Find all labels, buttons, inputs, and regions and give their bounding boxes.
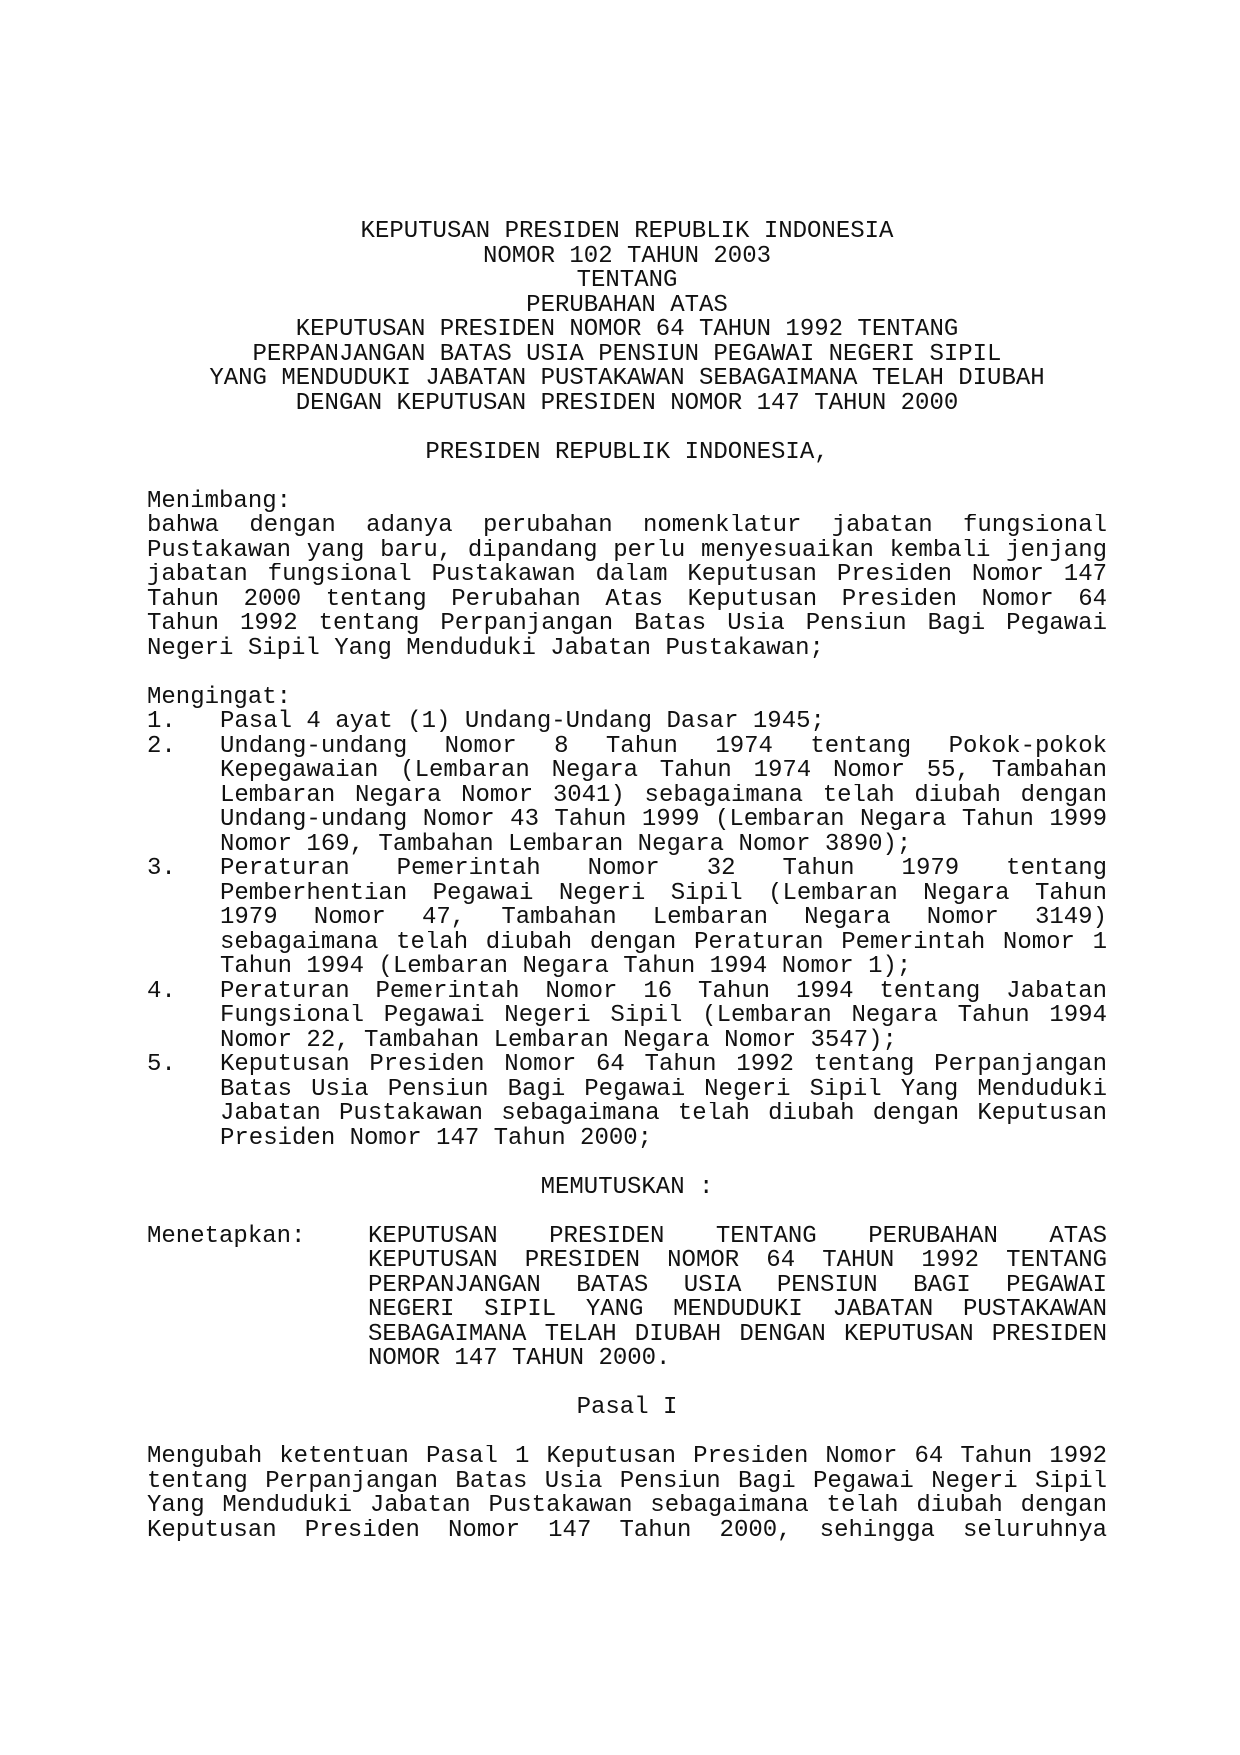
menetapkan-line: NEGERI SIPIL YANG MENDUDUKI JABATAN PUSTAKAWAN — [368, 1298, 1107, 1323]
list-item-text — [220, 1053, 1107, 1151]
list-item-number: 4. — [147, 977, 176, 1005]
list-item-line: Nomor 169, Tambahan Lembaran Negara Nomor 3890); — [220, 830, 912, 858]
list-item — [147, 732, 1107, 858]
list-item — [147, 710, 1107, 735]
issuer-heading: PRESIDEN REPUBLIK INDONESIA, — [425, 438, 829, 466]
title-line: PERUBAHAN ATAS — [526, 291, 728, 319]
list-item-number: 5. — [147, 1051, 176, 1078]
title-line: PERPANJANGAN BATAS USIA PENSIUN PEGAWAI NEGERI SIPIL — [252, 340, 1002, 368]
blank-line — [147, 465, 1107, 490]
blank-line — [147, 1372, 1107, 1397]
blank-line — [147, 1421, 1107, 1446]
list-item — [147, 857, 1107, 980]
list-item-line: 1979 Nomor 47, Tambahan Lembaran Negara Nomor 3149) — [220, 906, 1107, 931]
paragraph-line: Tahun 2000 tentang Perubahan Atas Keputusan Presiden Nomor 64 — [147, 587, 1107, 612]
section-heading: Mengingat: — [147, 683, 292, 711]
menetapkan-line: NOMOR 147 TAHUN 2000. — [368, 1345, 671, 1372]
section-menimbang — [147, 487, 1107, 662]
list-item-line: Fungsional Pegawai Negeri Sipil (Lembaran Negara Tahun 1994 — [220, 1004, 1107, 1029]
list-item-line: Kepegawaian (Lembaran Negara Tahun 1974 Nomor 55, Tambahan — [220, 759, 1107, 784]
list-item-line: Undang-undang Nomor 43 Tahun 1999 (Lembaran Negara Tahun 1999 — [220, 808, 1107, 833]
title-line: KEPUTUSAN PRESIDEN REPUBLIK INDONESIA — [360, 218, 894, 245]
title-line: TENTANG — [576, 267, 678, 294]
paragraph-line: Yang Menduduki Jabatan Pustakawan sebagaimana telah diubah dengan — [147, 1494, 1107, 1519]
menetapkan-line: SEBAGAIMANA TELAH DIUBAH DENGAN KEPUTUSAN PRESIDEN — [368, 1322, 1107, 1347]
section-heading: Menimbang: — [147, 487, 292, 515]
list-item-text — [220, 980, 1107, 1054]
list-item-line: Keputusan Presiden Nomor 64 Tahun 1992 tentang Perpanjangan — [220, 1053, 1107, 1078]
title-line: DENGAN KEPUTUSAN PRESIDEN NOMOR 147 TAHUN 2000 — [295, 389, 959, 417]
blank-line — [147, 1151, 1107, 1176]
title-line: KEPUTUSAN PRESIDEN NOMOR 64 TAHUN 1992 TENTANG — [295, 316, 959, 343]
list-item-line: Pemberhentian Pegawai Negeri Sipil (Lembaran Negara Tahun — [220, 881, 1107, 906]
list-item-line: Lembaran Negara Nomor 3041) sebagaimana telah diubah dengan — [220, 783, 1107, 808]
blank-line — [147, 1200, 1107, 1225]
paragraph-line: jabatan fungsional Pustakawan dalam Keputusan Presiden Nomor 147 — [147, 563, 1107, 588]
menetapkan-line: KEPUTUSAN PRESIDEN NOMOR 64 TAHUN 1992 TENTANG — [368, 1249, 1107, 1274]
list-item-line: Undang-undang Nomor 8 Tahun 1974 tentang Pokok-pokok — [220, 734, 1107, 759]
menetapkan-text — [368, 1225, 1107, 1372]
list-item-text — [220, 710, 1107, 735]
list-item-line: sebagaimana telah diubah dengan Peraturan Pemerintah Nomor 1 — [220, 930, 1107, 955]
list-item — [147, 1053, 1107, 1151]
list-item-line: Tahun 1994 (Lembaran Negara Tahun 1994 Nomor 1); — [220, 953, 912, 980]
memutuskan-heading: MEMUTUSKAN : — [540, 1173, 714, 1201]
menetapkan-line: PERPANJANGAN BATAS USIA PENSIUN BAGI PEGAWAI — [368, 1273, 1107, 1298]
list-item-line: Peraturan Pemerintah Nomor 32 Tahun 1979 tentang — [220, 857, 1107, 882]
title-line: NOMOR 102 TAHUN 2003 — [482, 242, 772, 270]
paragraph-line: Negeri Sipil Yang Menduduki Jabatan Pustakawan; — [147, 634, 824, 662]
list-item-number: 2. — [147, 732, 176, 760]
menetapkan-line: KEPUTUSAN PRESIDEN TENTANG PERUBAHAN ATAS — [368, 1224, 1107, 1249]
blank-line — [147, 661, 1107, 686]
blank-line — [147, 416, 1107, 441]
paragraph-line: Mengubah ketentuan Pasal 1 Keputusan Presiden Nomor 64 Tahun 1992 — [147, 1445, 1107, 1470]
list-item-line: Nomor 22, Tambahan Lembaran Negara Nomor 3547); — [220, 1026, 897, 1054]
pasal-heading: Pasal I — [576, 1394, 678, 1421]
list-item-line: Peraturan Pemerintah Nomor 16 Tahun 1994 tentang Jabatan — [220, 979, 1107, 1004]
list-item-text — [220, 735, 1107, 858]
section-mengingat — [147, 683, 1107, 1152]
list-item-line: Jabatan Pustakawan sebagaimana telah diubah dengan Keputusan — [220, 1102, 1107, 1127]
section-menetapkan — [147, 1222, 1107, 1372]
paragraph-line: tentang Perpanjangan Batas Usia Pensiun Bagi Pegawai Negeri Sipil — [147, 1469, 1107, 1494]
list-item-number: 1. — [147, 708, 176, 735]
list-item-line: Batas Usia Pensiun Bagi Pegawai Negeri Sipil Yang Menduduki — [220, 1077, 1107, 1102]
list-item-number: 3. — [147, 855, 176, 882]
document-title — [147, 220, 1107, 416]
document-page — [147, 220, 1107, 1543]
paragraph-line: Tahun 1992 tentang Perpanjangan Batas Usia Pensiun Bagi Pegawai — [147, 612, 1107, 637]
list-item — [147, 977, 1107, 1054]
menetapkan-label: Menetapkan: — [147, 1222, 306, 1250]
paragraph-line: Pustakawan yang baru, dipandang perlu menyesuaikan kembali jenjang — [147, 538, 1107, 563]
list-item-line: Presiden Nomor 147 Tahun 2000; — [220, 1124, 653, 1152]
pasal-paragraph — [147, 1445, 1107, 1543]
paragraph-line: bahwa dengan adanya perubahan nomenklatur jabatan fungsional — [147, 514, 1107, 539]
list-item-text — [220, 857, 1107, 980]
title-line: YANG MENDUDUKI JABATAN PUSTAKAWAN SEBAGAIMANA TELAH DIUBAH — [209, 365, 1045, 392]
paragraph-line: Keputusan Presiden Nomor 147 Tahun 2000, sehingga seluruhnya — [147, 1518, 1107, 1543]
list-item-line: Pasal 4 ayat (1) Undang-Undang Dasar 1945; — [220, 708, 825, 735]
